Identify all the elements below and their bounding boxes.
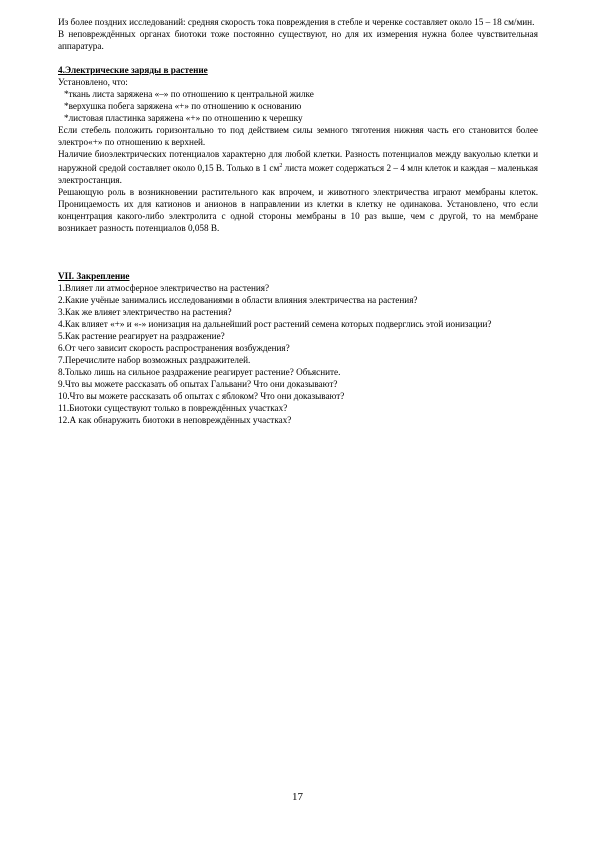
question-item: 8.Только лишь на сильное раздражение реагирует растение? Объясните. [58,367,341,378]
section-4-paragraph-2 [58,148,538,186]
section-4-heading: 4.Электрические заряды в растение [58,65,208,75]
section-4-paragraph-1: Если стебель положить горизонтально то под действием силы земного тяготения нижняя часть его становится более электро«+» по отношению к верхней. [58,125,538,147]
question-item: 7.Перечислите набор возможных раздражителей. [58,355,251,366]
question-item: 1.Влияет ли атмосферное электричество на растения? [58,283,270,294]
bullet-item: *листовая пластинка заряжена «+» по отношению к черешку [64,113,303,123]
paragraph-text: листа может содержаться 2 – 4 млн клеток и каждая – маленькая электростанция. [58,163,538,186]
section-4-lead: Установлено, что: [58,77,128,87]
question-item: 12.А как обнаружить биотоки в неповреждённых участках? [58,415,292,426]
intro-paragraph-2: В неповреждённых органах биотоки тоже постоянно существуют, но для их измерения нужна более чувствительная аппаратура. [58,29,538,51]
page-content [58,16,538,426]
question-item: 6.От чего зависит скорость распространения возбуждения? [58,343,290,354]
paragraph-text: Наличие биоэлектрических потенциалов характерно для любой клетки. Разность потенциалов между вакуолью клетки и наружной средой составляет около 0,15 В. Только в 1 см [58,149,538,174]
question-item: 4.Как влияет «+» и «-» ионизация на дальнейший рост растений семена которых подверглись этой ионизации? [58,319,492,330]
section-7-heading: VII. Закрепление [58,271,130,282]
bullet-item: *ткань листа заряжена «–» по отношению к центральной жилке [64,89,314,99]
page-number: 17 [292,791,303,803]
intro-paragraph-1: Из более поздних исследований: средняя скорость тока повреждения в стебле и черенке составляет около 15 – 18 см/мин. [58,17,535,27]
question-item: 10.Что вы можете рассказать об опытах с яблоком? Что они доказывают? [58,391,345,402]
question-item: 9.Что вы можете рассказать об опытах Гальвани? Что они доказывают? [58,379,338,390]
bullet-item: *верхушка побега заряжена «+» по отношению к основанию [64,101,302,111]
section-4-paragraph-3: Решающую роль в возникновении растительного как впрочем, и животного электричества играют мембраны клеток. Проницаемость их для катионов и анионов в направлении из клетки в клетку не одинакова. Установлено, что если концентрация какого-либо электролита с одной стороны мембраны в 10 раз выше, чем с другой, то на мембране возникает разность потенциалов 0,058 В. [58,187,538,234]
question-item: 11.Биотоки существуют только в повреждённых участках? [58,403,288,414]
superscript: 2 [279,163,283,169]
question-item: 5.Как растение реагирует на раздражение? [58,331,225,342]
question-item: 2.Какие учёные занимались исследованиями в области влияния электричества на растения? [58,295,418,306]
question-item: 3.Как же влияет электричество на растения? [58,307,232,318]
